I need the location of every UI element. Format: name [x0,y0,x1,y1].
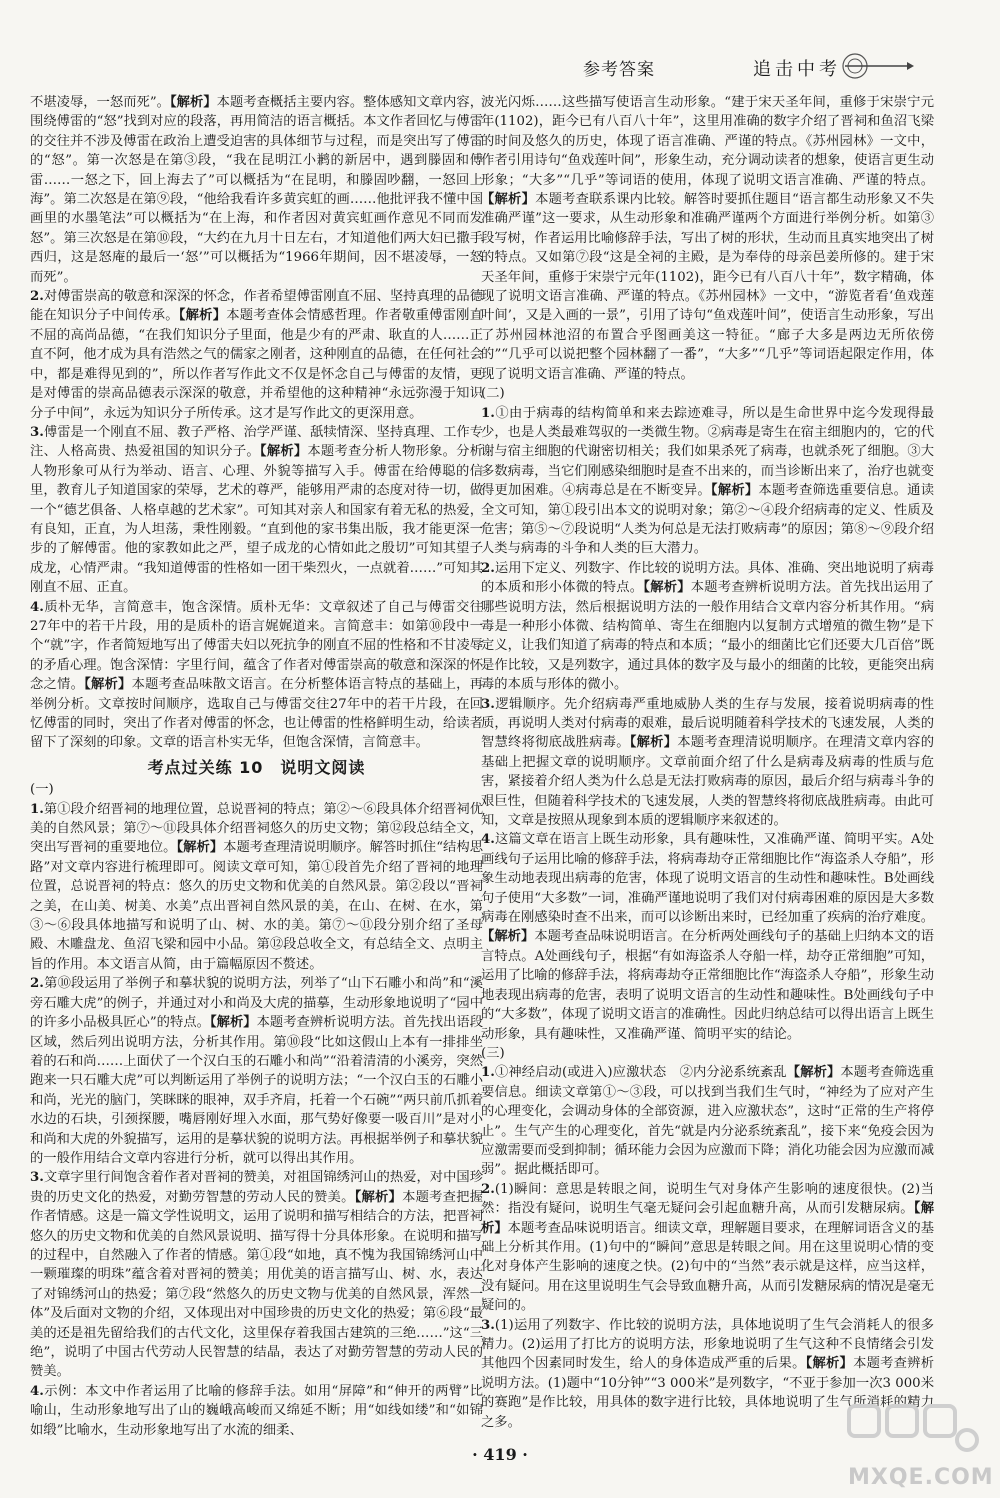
list-item [481,559,934,695]
analysis-tag: 【解析】 [481,1201,934,1236]
list-item [30,287,483,423]
left-column [30,93,483,1453]
item-number: 2. [30,976,44,992]
part-label: (三) [481,1045,505,1061]
item-analysis: 本题考查辨析说明方法。首先找出语段区域，然后列出说明方法，分析其作用。第⑩段“比如这假山上本有一排排坐着的石和尚……上面伏了一个汉白玉的石雕小和尚”“沿着清清的小溪旁，突然跑来一只石雕大虎”可以判断运用了举例子的说明方法；“一个汉白玉的石雕小和尚，光光的脑门，笑眯眯的眼神，双手齐肩，托着一个石碗”“两只前爪抓着水边的石块，引颈探腰，嘴唇刚好埋入水面，那气势好像要一吸百川”是对小和尚和大虎的外貌描写，运用的是摹状貌的说明方法。再根据举例子和摹状貌的一般作用结合文章内容进行分析，就可以得出其作用。 [30,1015,483,1166]
item-number: 3. [481,1317,495,1333]
part-label: (一) [30,782,54,798]
item-analysis: 本题考查筛选重要信息。细读文章第①～③段，可以找到当我们生气时，“神经为了应对产生的心理变化，会调动身体的全部资源，进入应激状态”，这时“正常的生产将停止”。生气产生的心理变化，首先“就是内分泌系统紊乱”，接下来“免疫会因为应激需要而受到抑制；循环能力会因为应激而下降；消化功能会因为应激而减弱”。据此概括即可。 [481,1065,934,1178]
lead-analysis: 本题考查概括主要内容。整体感知文章内容，围绕傅雷的“怒”找到对应的段落，再用简洁的语言概括。本文作者回忆与傅雷的交往并不涉及傅雷在政治上遭受迫害的具体细节与过程，而是突出写了傅雷的“怒”。第一次怒是在第③段，“我在昆明江小鹣的新居中，遇到滕固和傅雷……一怒之下，回上海去了”可以概括为“在昆明，和滕固吵翻，一怒回上海”。第二次怒是在第⑨段，“他给我看许多黄宾虹的画……他批评我不懂中国画里的水墨笔法”可以概括为“在上海，和作者因对黄宾虹画作意见不同而发怒”。第三次怒是在第⑩段，“大约在九月十日左右，才知道他们两大妇已撒手西归，这是怒庵的最后一‘怒’”可以概括为“1966年期间，因不堪凌辱，一怒而死”。 [30,95,483,285]
item-number: 3. [30,424,44,440]
arrow-target-icon [835,51,915,81]
analysis-tag: 【解析】 [176,840,224,856]
analysis-tag: 【解析】 [481,192,536,208]
header-answer-label: 参考答案 [583,60,655,80]
item-number: 4. [481,832,495,848]
lead-answer: 不堪凌辱，一怒而死”。 [30,95,171,110]
item-analysis: 本题考查辨析说明方法。(1)题中“10分钟”“3 000米”是列数字，“不亚于参加一次3 000米的赛跑”是作比较，用具体的数字进行比较，具体地说明了生气所消耗的精力之多。 [481,1356,934,1430]
item-number: 3. [481,696,495,712]
analysis-tag: 【解析】 [805,1356,854,1372]
header-book-title: 追击中考 [753,59,841,80]
item-answer: (1)运用了列数字、作比较的说明方法，具体地说明了生气会消耗人的很多精力。(2)运用了打比方的说明方法，形象地说明了生气这种不良情绪会引发其他四个因素同时发生，给人的身体造成严重的后果。 [481,1317,934,1372]
watermark-text: MXQE.COM [848,1465,994,1490]
item-number: 1. [481,1065,495,1081]
item-number: 2. [481,560,495,576]
part-label: (二) [481,386,505,402]
item-answer: 对傅雷崇高的敬意和深深的怀念，作者希望傅雷刚直不屈、坚持真理的品德能在知识分子中间传承。 [30,289,483,324]
list-item [30,974,483,1168]
item-analysis: 本题考查品味说明语言。细读文章，理解题目要求，在理解词语含义的基础上分析其作用。(1)句中的“瞬间”意思是转眼之间。用在这里说明心情的变化对身体产生影响的速度之快。(2)句中的“当然”表示就是这样，应当这样，没有疑问。用在这里说明生气会导致血糖升高，从而引发糖尿病的情况是毫无疑问的。 [481,1220,934,1314]
item-answer: 傅雷是一个刚直不屈、教子严格、治学严谨、舐犊情深、坚持真理、工作专注、人格高贵、热爱祖国的知识分子。 [30,424,483,460]
item-number: 1. [481,405,495,421]
item-answer: 第⑩段运用了举例子和摹状貌的说明方法，列举了“山下石雕小和尚”和“溪旁石雕大虎”的例子，并通过对小和尚及大虎的描摹，生动形象地说明了“园中的许多小品极具匠心”的特点。 [30,976,483,1031]
list-item [30,598,483,753]
item-number: 2. [481,1181,495,1197]
list-item [481,695,934,831]
item-analysis: 本题考查理清说明顺序。在理清文章内容的基础上把握文章的说明顺序。文章前面介绍了什么是病毒及病毒的性质与危害，紧接着介绍人类为什么总是无法打败病毒的原因，最后介绍与病毒斗争的艰巨性，但随着科学技术的飞速发展，人类的智慧终将彻底战胜病毒。由此可知，文章是按照从现象到本质的逻辑顺序来叙述的。 [481,735,934,829]
section-title: 考点过关练 10 说明文阅读 [147,757,366,777]
list-item [30,423,483,598]
list-item [481,404,934,559]
list-item [481,1180,934,1316]
item-analysis: 本题考查辨析说明方法。首先找出运用了哪些说明方法，然后根据说明方法的一般作用结合文章内容分析其作用。“病毒是一种形小体微、结构简单、寄生在细胞内以复制方式增殖的微生物”是下定义，让我们知道了病毒的特点和本质；“最小的细菌比它们还要大几百倍”既是作比较，又是列数字，通过具体的数字及与最小的细菌的比较，更能突出病毒的本质与形体的微小。 [481,580,934,693]
item-number: 4. [30,599,44,615]
list-item [30,1168,483,1381]
right-column [481,93,934,1433]
item-number: 2. [30,289,44,305]
lead-answer: 波光闪烁……这些描写使语言生动形象。“建于宋天圣年间，重修于宋崇宁元年(1102)，距今已有八百八十年”，这里用准确的数字介绍了晋祠和鱼沼飞梁的时间及悠久的历史，体现了语言准确、严谨的特点。《苏州园林》一文中，作者引用诗句“鱼戏莲叶间”，形象生动，充分调动读者的想象，使语言更生动形象；“大多”“几乎”等词语的使用，体现了说明文语言准确、严谨的特点。 [481,95,934,188]
analysis-tag: 【解析】 [643,580,691,596]
page-number: · 419 · [472,1445,528,1464]
analysis-tag: 【解析】 [259,444,308,460]
analysis-tag: 【解析】 [354,1189,403,1205]
item-analysis: 本题考查分析人物形象。分析人物形象可从行为举动、语言、心理、外貌等描写入手。傅雷在给傅聪的信里，教育儿子知道国家的荣辱，艺术的尊严，能够用严肃的态度对待一切，做一个“德艺俱备、人格卓越的艺术家”。可知其对亲人和国家有着无私的热爱，有良知，正直，为人坦荡，秉性刚毅。“直到他的家书集出版，我才能更深一步的了解傅雷。他的家教如此之严，望子成龙的心情如此之殷切”可知其望子成龙，心情严肃。“我知道傅雷的性格如一团干柴烈火，一点就着……”可知其刚直不屈、正直。 [30,444,483,596]
page-header [505,55,970,85]
item-answer: 逻辑顺序。先介绍病毒严重地威胁人类的生存与发展，接着说明病毒的性质，再说明人类对付病毒的艰难，最后说明随着科学技术的飞速发展，人类的智慧终将彻底战胜病毒。 [481,696,934,751]
analysis-tag: 【解析】 [710,483,759,499]
item-answer: 质朴无华，言简意丰，饱含深情。质朴无华：文章叙述了自己与傅雷交往27年中的若干片段，用的是质朴的语言娓娓道来。言简意丰：如第⑩段中一个“就”字，作者简短地写出了傅雷夫妇以死抗争的刚直不屈的性格和不甘凌辱的矛盾心理。饱含深情：字里行间，蕴含了作者对傅雷崇高的敬意和深深的怀念之情。 [30,599,483,693]
analysis-tag: 【解析】 [84,677,132,693]
item-answer: 这篇文章在语言上既生动形象，具有趣味性，又准确严谨、简明平实。A处画线句子运用比喻的修辞手法，将病毒劫夺正常细胞比作“海盗杀人夺船”，形象生动地表现出病毒的危害，体现了说明文语言的生动性和趣味性。B处画线句子使用“大多数”一词，准确严谨地说明了我们对付病毒困难的原因是大多数病毒在刚感染时查不出来，而可以诊断出来时，已经加重了疾病的治疗难度。 [481,832,934,926]
item-answer: 运用下定义、列数字、作比较的说明方法。具体、准确、突出地说明了病毒的本质和形小体微的特点。 [481,560,934,596]
left-lead [30,93,483,287]
list-item [481,830,934,1043]
item-number: 3. [30,1170,44,1186]
item-analysis: 本题考查筛选重要信息。通读全文可知，第①段引出本文的说明对象；第②～④段介绍病毒的定义、性质及危害；第⑤～⑦段说明“人类为何总是无法打败病毒”的原因；第⑧～⑨段介绍人类与病毒的斗争和人类的巨大潜力。 [481,483,934,557]
item-answer: 文章字里行间饱含着作者对晋祠的赞美，对祖国锦绣河山的热爱，对中国珍贵的历史文化的热爱，对勤劳智慧的劳动人民的赞美。 [30,1170,483,1205]
list-item [30,1382,483,1440]
item-number: 1. [30,801,44,817]
item-answer: ①神经启动(或进入)应激状态 ②内分泌系统紊乱 [494,1065,787,1081]
item-analysis: 本题考查体会情感哲理。作者敬重傅雷刚直不屈的高尚品德，“在我们知识分子里面，他是少有的严肃、耿直的人……正直不阿，他才成为具有浩然之气的儒家之刚者，这种刚直的品德，在任何社会中，都是难得见到的”，所以作者写作此文不仅是怀念自己与傅雷的友情，更是对傅雷的崇高品德表示深深的敬意，并希望他的这种精神“永远弥漫于知识分子中间”，永远为知识分子所传承。这才是写作此文的更深用意。 [30,308,483,421]
item-analysis: 本题考查理清说明顺序。解答时抓住“结构思路”对文章内容进行梳理即可。阅读文章可知，第①段首先介绍了晋祠的地理位置，总说晋祠的特点：悠久的历史文物和优美的自然风景。第②段以“晋祠之美，在山美、树美、水美”点出晋祠自然风景的美，在山、在树、在水，第③～⑥段具体地描写和说明了山、树、水的美。第⑦～⑪段分别介绍了圣母殿、木雕盘龙、鱼沼飞梁和园中小品。第⑫段总收全文，有总结全文、点明主旨的作用。本文语言从简，由于篇幅原因不赘述。 [30,840,483,972]
right-lead [481,93,934,384]
item-analysis: 本题考查品味散文语言。在分析整体语言特点的基础上，再举例分析。文章按时间顺序，选取自己与傅雷交往27年中的若干片段，在回忆傅雷的同时，突出了作者对傅雷的怀念，也让傅雷的性格鲜明生动，给读者留下了深刻的印象。文章的语言朴实无华，但饱含深情，言简意丰。 [30,677,483,751]
lead-analysis: 本题考查联系课内比较。解答时要抓住题目“语言都生动形象又不失准确严谨”这一要求，从生动形象和准确严谨两个方面进行举例分析。如第③段写树，作者运用比喻修辞手法，写出了树的形状，生动而且真实地突出了树的特点。又如第⑦段“这是全祠的主殿，是为奉侍的母亲邑姜所修的。建于宋天圣年间，重修于宋崇宁元年(1102)，距今已有八百八十年”，数字精确，体现了说明文语言准确、严谨的特点。《苏州园林》一文中，“游览者看‘鱼戏莲叶间’，又是入画的一景”，引用了诗句“鱼戏莲叶间”，使语言生动形象，写出了苏州园林池沼的布置合乎图画美这一特征。“廊子大多是两边无所依傍的”“几乎可以说把整个园林翻了一番”，“大多”“几乎”等词语起限定作用，体现了说明文语言准确、严谨的特点。 [481,192,934,382]
analysis-tag: 【解析】 [170,95,217,110]
item-answer: ①由于病毒的结构简单和来去踪迹难寻，所以是生命世界中迄今发现得最少，也是人类最难驾驭的一类微生物。②病毒是寄生在宿主细胞内的，它的代谢与宿主细胞的代谢密切相关；我们如果杀死了病毒，也就杀死了细胞。③大多数病毒，当它们刚感染细胞时是查不出来的，而当诊断出来了，治疗也就变得更加困难。④病毒总是在不断变异。 [481,405,934,499]
analysis-tag: 【解析】 [209,1015,257,1031]
analysis-tag: 【解析】 [786,1065,841,1081]
item-analysis: 本题考查把握作者情感。这是一篇文学性说明文，运用了说明和描写相结合的方法，把晋祠悠久的历史文物和优美的自然风景说明、描写得十分具体形象。在说明和描写的过程中，自然融入了作者的情感。第①段“如地，真不愧为我国锦绣河山中一颗璀璨的明珠”蕴含着对晋祠的赞美；用优美的语言描写山、树、水，表达了对锦绣河山的热爱；第⑦段“然悠久的历史文物与优美的自然风景，浑然一体”及后面对文物的介绍，又体现出对中国珍贵的历史文化的热爱；第⑥段“最美的还是祖先留给我们的古代文化，这里保存着我国古建筑的三绝……”这“三绝”，说明了中国古代劳动人民智慧的结晶，表达了对勤劳智慧的劳动人民的赞美。 [30,1189,483,1380]
item-answer: (1)瞬间：意思是转眼之间，说明生气对身体产生影响的速度很快。(2)当然：指没有疑问，说明生气毫无疑问会引起血糖升高，从而引发糖尿病。 [481,1181,934,1217]
analysis-tag: 【解析】 [481,929,535,945]
analysis-tag: 【解析】 [629,735,678,751]
analysis-tag: 【解析】 [178,308,227,324]
item-answer: 示例：本文中作者运用了比喻的修辞手法。如用“屏障”和“伸开的两臂”比喻山，生动形象地写出了山的巍峨高峻而又绵延不断；用“如线如缕”和“如锦如缎”比喻水，生动形象地写出了水流的细柔、 [30,1383,483,1438]
list-item [481,1063,934,1179]
item-analysis: 本题考查品味说明语言。在分析两处画线句子的基础上归纳本文的语言特点。A处画线句子，根据“有如海盗杀人夺船一样，劫夺正常细胞”可知，运用了比喻的修辞手法，将病毒劫夺正常细胞比作“海盗杀人夺船”，形象生动地表现出病毒的危害，表明了说明文语言的生动性和趣味性。B处画线句子中的“大多数”，体现了说明文语言的准确性。因此归纳总结可以得出语言上既生动形象，具有趣味性，又准确严谨、简明平实的结论。 [481,929,934,1042]
item-answer: 第①段介绍晋祠的地理位置，总说晋祠的特点；第②～⑥段具体介绍晋祠优美的自然风景；第⑦～⑪段具体介绍晋祠悠久的历史文物；第⑫段总结全文，突出写晋祠的重要地位。 [30,801,483,856]
list-item [30,800,483,975]
item-number: 4. [30,1383,44,1399]
